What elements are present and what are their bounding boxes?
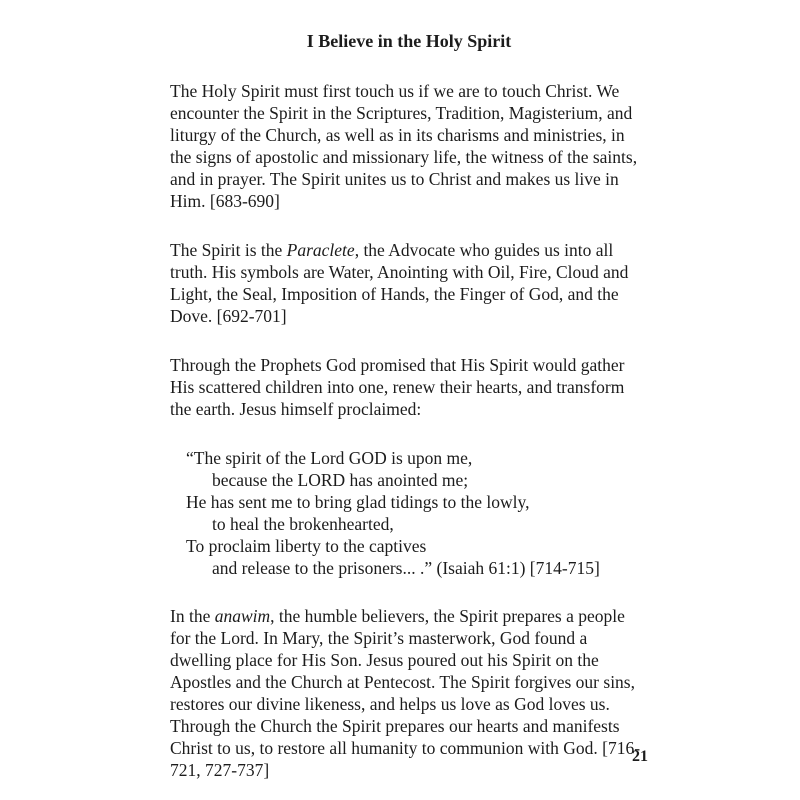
quote-line: “The spirit of the Lord GOD is upon me, [186,448,473,468]
text-block [170,30,648,781]
scripture-quote [186,447,648,579]
page-number: 21 [632,748,648,765]
page-title: I Believe in the Holy Spirit [306,31,512,51]
quote-line: to heal the brokenhearted, [212,514,394,534]
quote-line: and release to the prisoners... .” (Isaiah 61:1) [714-715] [212,558,600,578]
paragraph-text: The Holy Spirit must first touch us if we are to touch Christ. We encounter the Spirit in the Scriptures, Tradition, Magisterium, and liturgy of the Church, as well as in its charisms and ministries, in the signs of apostolic and missionary life, the witness of the saints, and in prayer. The Spirit unites us to Christ and makes us live in Him. [683-690] [170,81,638,211]
italic-term-anawim: anawim [214,606,271,626]
paragraph-anawim [170,605,648,781]
quote-line: He has sent me to bring glad tidings to the lowly, [186,492,530,512]
quote-line: because the LORD has anointed me; [212,470,469,490]
quote-line: To proclaim liberty to the captives [186,536,427,556]
paragraph-holy-spirit-touch [170,80,648,212]
paragraph-text: The Spirit is the [170,240,287,260]
paragraph-paraclete [170,239,648,327]
paragraph-prophets [170,354,648,420]
paragraph-text: In the [170,606,215,626]
italic-term-paraclete: Paraclete [286,240,355,260]
paragraph-text: , the Advocate who guides us into all truth. His symbols are Water, Anointing with Oil, Fire, Cloud and Light, the Seal, Imposition of Hands, the Finger of God, and the Dove. [692-701] [170,240,629,326]
paragraph-text: , the humble believers, the Spirit prepares a people for the Lord. In Mary, the Spirit’s masterwork, God found a dwelling place for His Son. Jesus poured out his Spirit on the Apostles and the Church at Pentecost. The Spirit forgives our sins, restores our divine likeness, and helps us love as God loves us. Through the Church the Spirit prepares our hearts and manifests Christ to us, to restore all humanity to communion with God. [716-721, 727-737] [170,606,641,780]
paragraph-text: Through the Prophets God promised that His Spirit would gather His scattered children into one, renew their hearts, and transform the earth. Jesus himself proclaimed: [170,355,625,419]
